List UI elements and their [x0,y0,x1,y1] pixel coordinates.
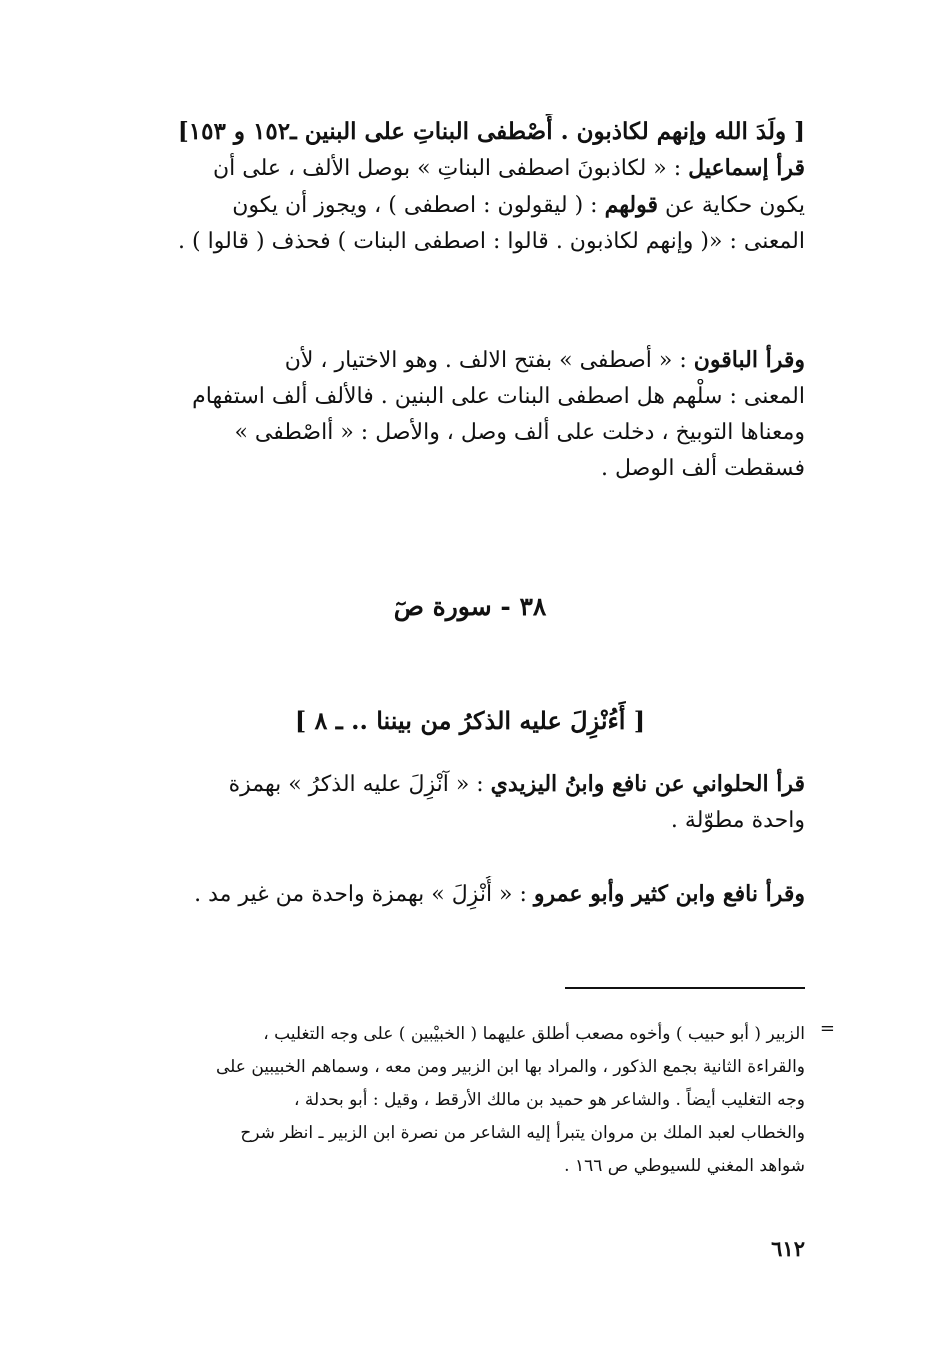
paragraph-1-line-1 [130,150,805,187]
text-run: : « لكاذبونَ اصطفى البناتِ » بوصل الألف ، على أن [213,156,689,181]
verse-heading-2: [ أَءُنْزِلَ عليه الذكرُ من بيننا .. ـ ٨ ] [294,706,646,735]
paragraph-1-line-2 [130,187,805,224]
footnote-line-2: والقراءة الثانية بجمع الذكور ، والمراد بها ابن الزبير ومن معه ، وسماهم الخبيبين على [216,1057,805,1077]
text-run: : « أصطفى » بفتح الالف . وهو الاختيار ، لأن [284,348,694,373]
paragraph-2-line-3: ومعناها التوبيخ ، دخلت على ألف وصل ، والأصل : « أاصْطفى » [234,420,805,445]
text-run: يكون حكاية عن [657,193,805,218]
footnote-line-3: وجه التغليب أيضاً . والشاعر هو حميد بن مالك الأرقط ، وقيل : أبو بحدلة ، [293,1090,805,1110]
text-run: : ( ليقولون : اصطفى ) ، ويجوز أن يكون [232,193,605,218]
reader-names: قرأ الحلواني عن نافع وابنُ اليزيدي [490,771,805,797]
continuation-marker: = [819,1018,835,1039]
surah-title: ٣٨ - سورة صٓ [393,592,547,621]
text-run: : « آنْزِلَ عليه الذكرُ » بهمزة [228,772,491,797]
paragraph-2-line-1 [130,342,805,379]
footnote-line-5: شواهد المغني للسيوطي ص ١٦٦ . [564,1156,805,1176]
text-run: : « أُنْزِلَ » بهمزة واحدة من غير مد . [194,882,534,907]
paragraph-2-line-2: المعنى : سلْهم هل اصطفى البنات على البنين . فالألف ألف استفهام [192,384,805,409]
footnote-separator [565,987,805,989]
paragraph-2-line-4: فسقطت ألف الوصل . [600,456,805,481]
section-1-paragraph-2 [130,342,805,487]
footnote [115,1018,835,1183]
section-1 [130,114,805,260]
paragraph-3-line-2: واحدة مطوّلة . [670,808,805,833]
reader-names: وقرأ نافع وابن كثير وأبو عمرو [533,881,805,907]
verse-heading-1: [ ولَدَ الله وإنهم لكاذبون . أَصْطفى البناتِ على البنين ـ١٥٢ و ١٥٣] [177,118,805,145]
footnote-line-1: الزبير ( أبو حبيب ) وأخوه مصعب أطلق عليهما ( الخبيْبين ) على وجه التغليب ، [263,1024,805,1044]
section-2-paragraph-2 [130,876,805,913]
page-number: ٦١٢ [771,1236,805,1261]
reader-name: قرأ إسماعيل [688,155,805,181]
paragraph-4-line-1 [130,876,805,913]
bold-word: قولهم [604,192,658,218]
paragraph-3-line-1 [130,766,805,803]
footnote-line-4: والخطاب لعبد الملك بن مروان يتبرأ إليه الشاعر من نصرة ابن الزبير ـ انظر شرح [240,1123,805,1143]
section-2-paragraph-1 [130,766,805,839]
paragraph-1-line-3: المعنى : «( وإنهم لكاذبون . قالوا : اصطفى البنات ) فحذف ( قالوا ) . [178,229,805,254]
reader-name: وقرأ الباقون [693,347,805,373]
